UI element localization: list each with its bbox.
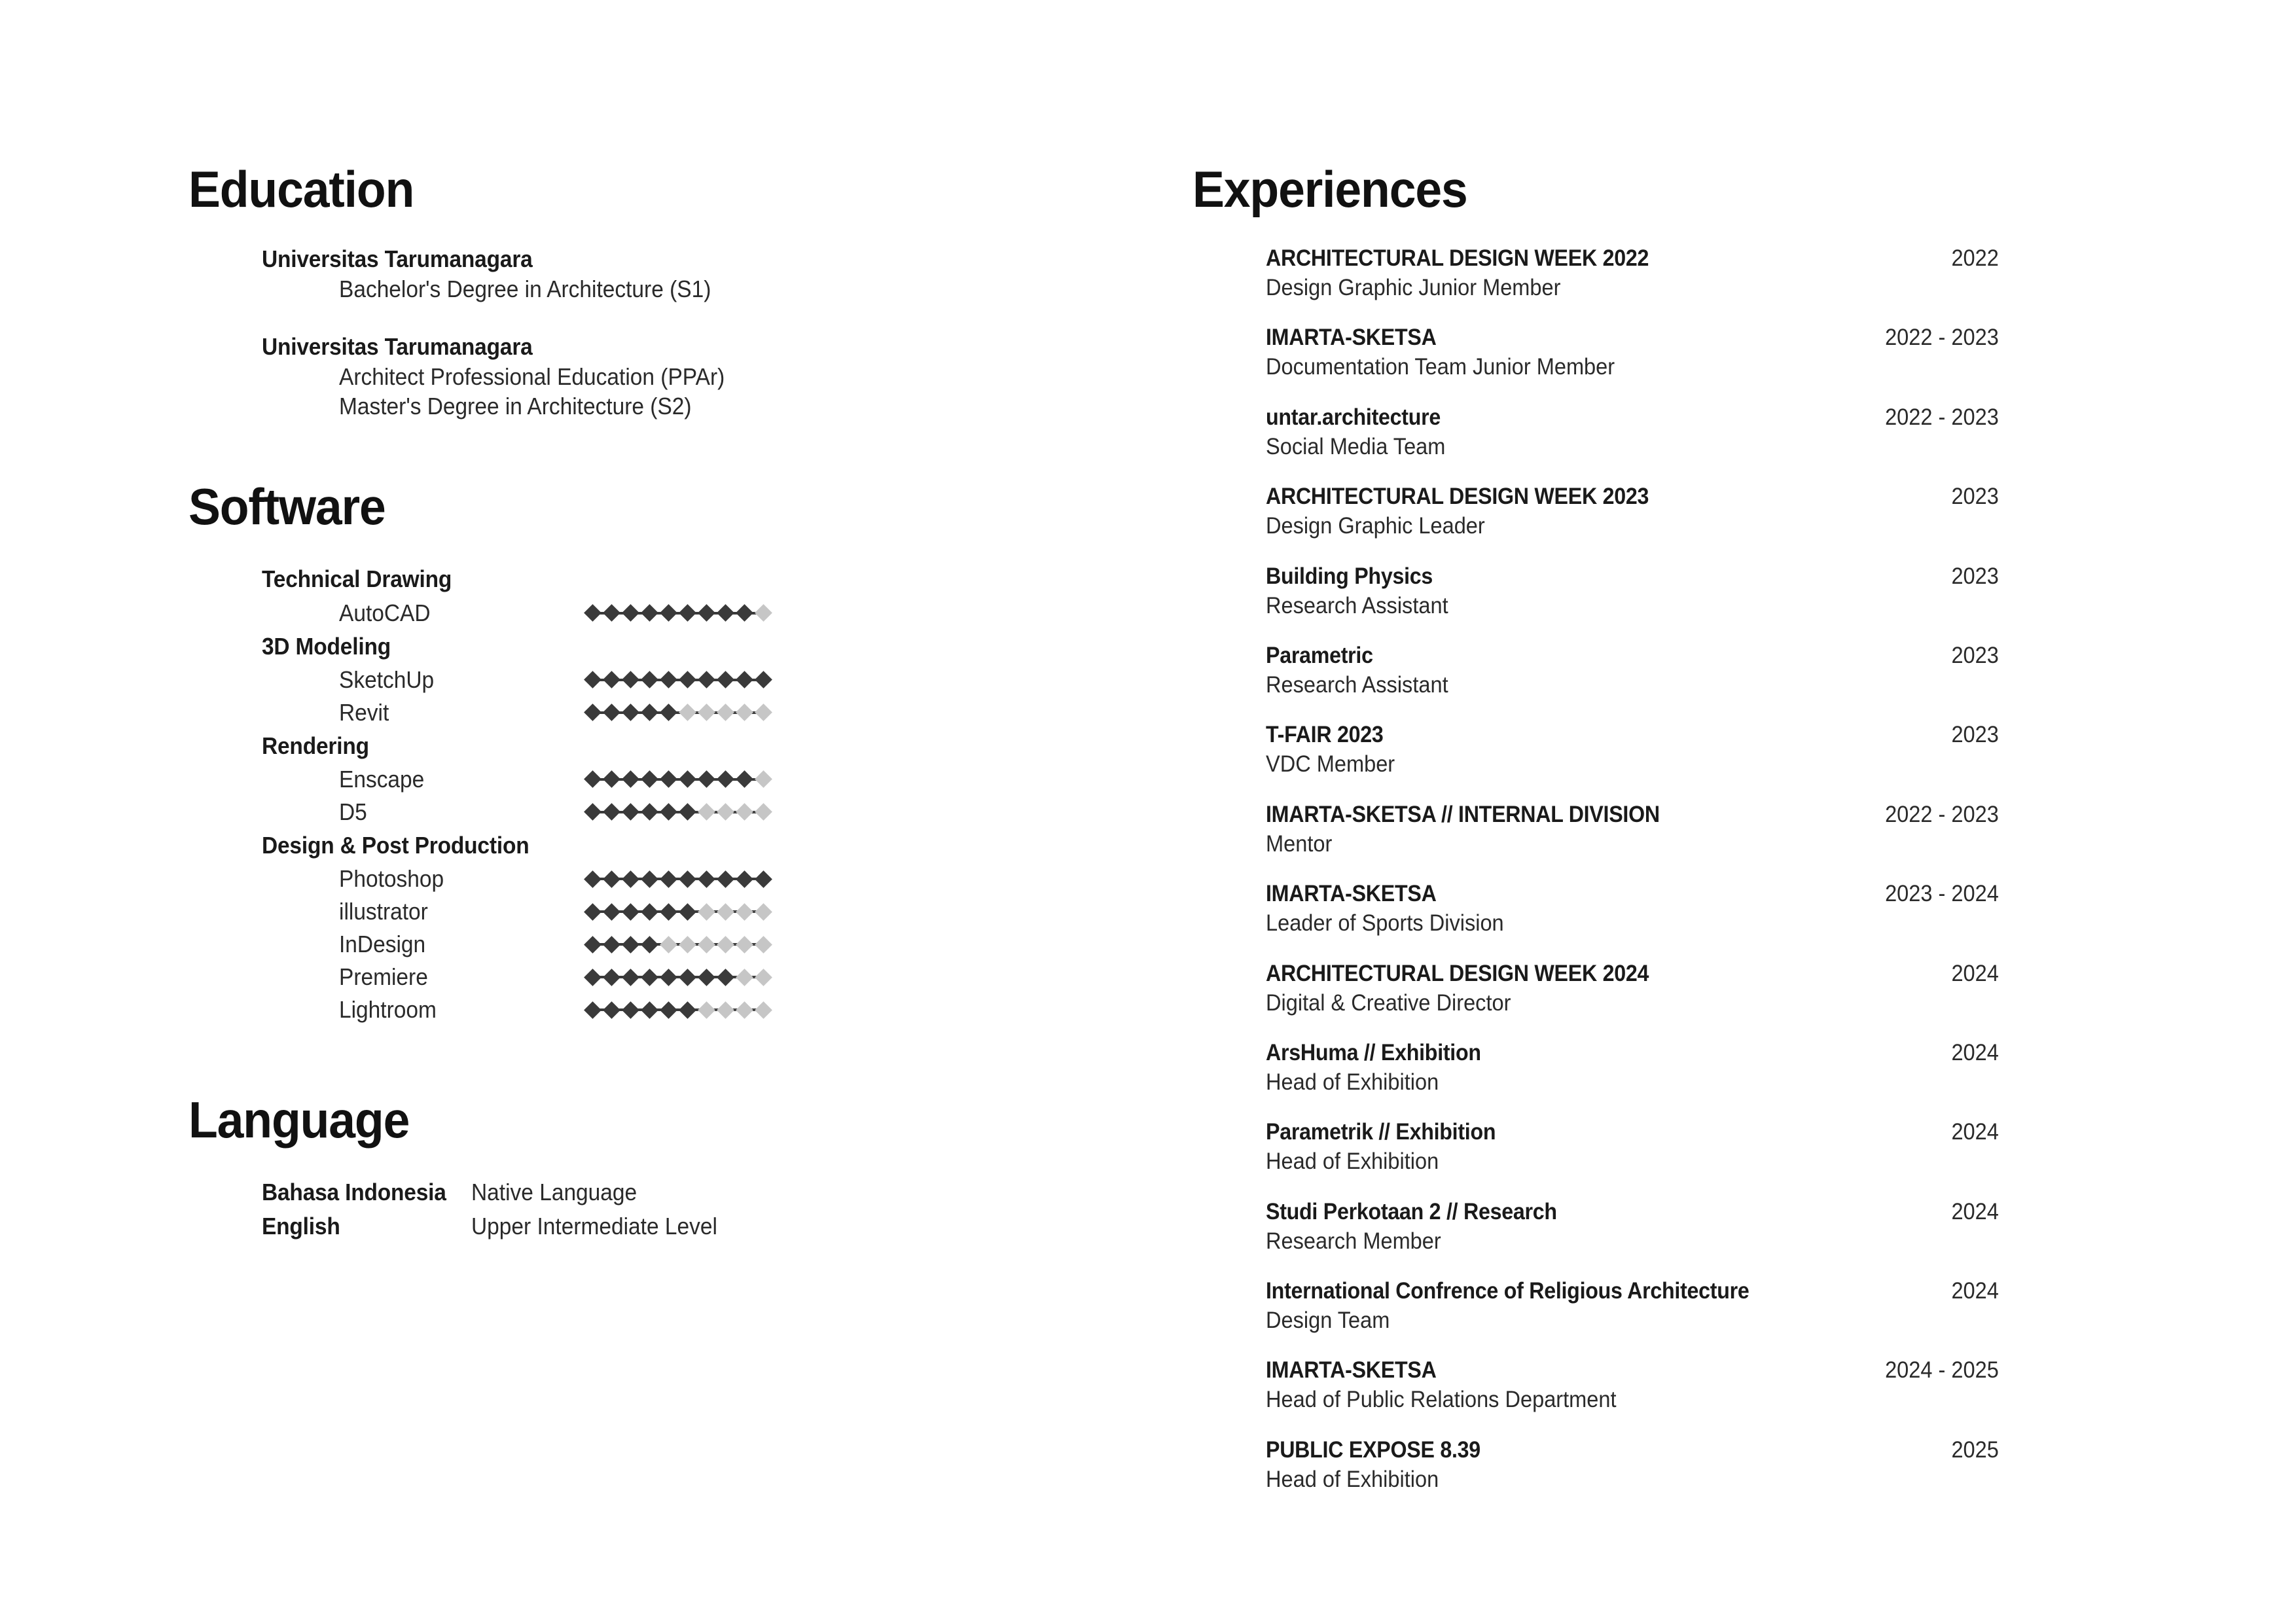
rating-diamond-empty [679, 704, 696, 721]
rating-diamond-empty [736, 803, 753, 821]
language-name: English [262, 1213, 340, 1240]
rating-diamond-filled [603, 803, 620, 821]
rating-diamond-empty [755, 903, 772, 921]
experience-year: 2023 - 2024 [1885, 881, 1999, 907]
software-list [262, 562, 1092, 1026]
experience-year: 2022 [1951, 245, 1999, 271]
rating-diamond-empty [736, 1001, 753, 1019]
rating-diamond-filled [698, 969, 715, 986]
software-section [188, 478, 1092, 1026]
skill-rating-meter [586, 938, 770, 951]
rating-diamond-filled [584, 969, 601, 986]
rating-diamond-filled [622, 671, 639, 688]
experience-item [1266, 642, 1999, 699]
skill-rating-meter [586, 873, 770, 885]
experience-header [1266, 245, 1999, 272]
rating-diamond-filled [717, 870, 734, 888]
rating-diamond-filled [584, 604, 601, 622]
experience-item [1266, 563, 1999, 620]
experience-organization: PUBLIC EXPOSE 8.39 [1266, 1436, 1480, 1463]
software-group-label: Rendering [262, 732, 369, 759]
rating-diamond-empty [736, 704, 753, 721]
rating-diamond-filled [717, 969, 734, 986]
language-row [262, 1209, 1092, 1243]
rating-diamond-empty [698, 903, 715, 921]
software-group-label: Technical Drawing [262, 565, 452, 593]
rating-diamond-filled [660, 903, 677, 921]
education-item [262, 332, 1092, 421]
rating-diamond-filled [603, 936, 620, 954]
experience-year: 2024 [1951, 1198, 1999, 1224]
experience-header [1266, 1357, 1999, 1384]
skill-rating-meter [586, 706, 770, 719]
language-level: Upper Intermediate Level [471, 1213, 717, 1240]
software-skill-row [262, 763, 1092, 796]
rating-diamond-empty [736, 903, 753, 921]
education-school: Universitas Tarumanagara [262, 245, 533, 272]
rating-diamond-filled [641, 936, 658, 954]
experience-item [1266, 1039, 1999, 1096]
experience-organization: IMARTA-SKETSA [1266, 1357, 1437, 1383]
skill-rating-meter [586, 773, 770, 785]
software-skill-name: Lightroom [339, 996, 437, 1024]
education-list [262, 245, 1092, 421]
software-heading: Software [188, 478, 386, 536]
experience-header [1266, 721, 1999, 749]
rating-diamond-filled [603, 903, 620, 921]
experience-header [1266, 324, 1999, 351]
experience-header [1266, 483, 1999, 510]
software-skill-row [262, 993, 1092, 1026]
education-degree: Master's Degree in Architecture (S2) [339, 392, 692, 419]
software-group-label: 3D Modeling [262, 632, 391, 660]
rating-diamond-filled [622, 770, 639, 788]
experience-role: Research Member [1266, 1228, 1441, 1254]
experience-year: 2024 - 2025 [1885, 1357, 1999, 1383]
experience-organization: untar.architecture [1266, 404, 1441, 430]
rating-diamond-filled [679, 671, 696, 688]
experience-organization: IMARTA-SKETSA [1266, 325, 1437, 351]
experience-organization: ARCHITECTURAL DESIGN WEEK 2023 [1266, 484, 1649, 510]
rating-diamond-empty [755, 803, 772, 821]
experience-header [1266, 1198, 1999, 1226]
rating-diamond-filled [584, 870, 601, 888]
software-skill-name: SketchUp [339, 666, 435, 693]
software-skill-row [262, 895, 1092, 928]
rating-diamond-filled [679, 1001, 696, 1019]
rating-diamond-empty [736, 936, 753, 954]
experience-role: VDC Member [1266, 751, 1395, 777]
language-heading: Language [188, 1091, 410, 1149]
experience-year: 2024 [1951, 960, 1999, 986]
experience-header [1266, 1039, 1999, 1067]
experience-role: Documentation Team Junior Member [1266, 354, 1615, 380]
rating-diamond-filled [584, 803, 601, 821]
rating-diamond-filled [622, 1001, 639, 1019]
experience-organization: T-FAIR 2023 [1266, 722, 1384, 748]
experience-item [1266, 880, 1999, 937]
rating-diamond-empty [698, 803, 715, 821]
experience-role: Head of Exhibition [1266, 1466, 1439, 1492]
software-skill-row [262, 796, 1092, 829]
rating-diamond-filled [603, 969, 620, 986]
experience-year: 2024 [1951, 1278, 1999, 1304]
rating-diamond-filled [660, 969, 677, 986]
rating-diamond-empty [755, 770, 772, 788]
rating-diamond-filled [641, 903, 658, 921]
rating-diamond-empty [717, 903, 734, 921]
rating-diamond-filled [584, 936, 601, 954]
experience-organization: International Confrence of Religious Architecture [1266, 1278, 1749, 1304]
experience-year: 2024 [1951, 1039, 1999, 1065]
experience-role: Design Team [1266, 1308, 1390, 1334]
rating-diamond-filled [736, 604, 753, 622]
language-row [262, 1175, 1092, 1209]
experience-item [1266, 1198, 1999, 1255]
rating-diamond-filled [679, 903, 696, 921]
rating-diamond-filled [660, 1001, 677, 1019]
rating-diamond-empty [755, 969, 772, 986]
rating-diamond-empty [698, 1001, 715, 1019]
experience-item [1266, 960, 1999, 1017]
software-skill-name: D5 [339, 798, 367, 825]
experience-role: Digital & Creative Director [1266, 990, 1511, 1016]
rating-diamond-filled [584, 770, 601, 788]
experience-item [1266, 324, 1999, 381]
experience-header [1266, 1436, 1999, 1464]
rating-diamond-filled [660, 803, 677, 821]
experience-header [1266, 801, 1999, 829]
rating-diamond-empty [717, 704, 734, 721]
rating-diamond-filled [679, 770, 696, 788]
skill-rating-meter [586, 607, 770, 619]
rating-diamond-filled [679, 604, 696, 622]
rating-diamond-filled [603, 870, 620, 888]
experience-organization: ARCHITECTURAL DESIGN WEEK 2022 [1266, 245, 1649, 271]
experience-role: Research Assistant [1266, 671, 1448, 698]
rating-diamond-filled [641, 704, 658, 721]
experience-year: 2024 [1951, 1119, 1999, 1145]
software-skill-row [262, 863, 1092, 895]
rating-diamond-filled [717, 604, 734, 622]
software-skill-name: Photoshop [339, 865, 444, 893]
language-name: Bahasa Indonesia [262, 1179, 446, 1206]
rating-diamond-filled [641, 870, 658, 888]
rating-diamond-filled [698, 870, 715, 888]
software-skill-name: Revit [339, 698, 389, 726]
experience-role: Social Media Team [1266, 433, 1446, 459]
rating-diamond-filled [679, 969, 696, 986]
rating-diamond-filled [641, 604, 658, 622]
experience-item [1266, 1357, 1999, 1414]
experience-header [1266, 404, 1999, 431]
rating-diamond-filled [641, 803, 658, 821]
rating-diamond-filled [641, 770, 658, 788]
experience-role: Design Graphic Junior Member [1266, 275, 1561, 300]
experience-item [1266, 1436, 1999, 1493]
rating-diamond-filled [603, 1001, 620, 1019]
software-skill-name: Enscape [339, 765, 425, 793]
software-skill-row [262, 597, 1092, 630]
experience-year: 2025 [1951, 1436, 1999, 1463]
experience-organization: IMARTA-SKETSA [1266, 881, 1437, 907]
experience-role: Head of Exhibition [1266, 1149, 1439, 1175]
rating-diamond-filled [736, 671, 753, 688]
skill-rating-meter [586, 806, 770, 818]
rating-diamond-filled [660, 870, 677, 888]
rating-diamond-empty [717, 936, 734, 954]
experiences-list [1266, 245, 1999, 1493]
rating-diamond-filled [622, 969, 639, 986]
experiences-heading: Experiences [1193, 160, 1467, 218]
education-school: Universitas Tarumanagara [262, 332, 533, 360]
software-skill-name: Premiere [339, 963, 428, 991]
rating-diamond-filled [603, 770, 620, 788]
rating-diamond-filled [641, 671, 658, 688]
left-column [188, 160, 1092, 1243]
software-skill-row [262, 664, 1092, 696]
experience-header [1266, 563, 1999, 590]
rating-diamond-filled [660, 671, 677, 688]
experience-header [1266, 880, 1999, 908]
skill-rating-meter [586, 906, 770, 918]
language-level: Native Language [471, 1179, 637, 1206]
rating-diamond-filled [698, 604, 715, 622]
rating-diamond-filled [622, 803, 639, 821]
rating-diamond-filled [622, 936, 639, 954]
experience-year: 2023 [1951, 484, 1999, 510]
rating-diamond-filled [736, 770, 753, 788]
rating-diamond-filled [584, 1001, 601, 1019]
experience-role: Head of Public Relations Department [1266, 1387, 1617, 1413]
rating-diamond-filled [717, 671, 734, 688]
experience-header [1266, 1277, 1999, 1305]
experience-item [1266, 404, 1999, 461]
rating-diamond-filled [717, 770, 734, 788]
experience-role: Design Graphic Leader [1266, 513, 1485, 539]
rating-diamond-filled [679, 870, 696, 888]
rating-diamond-empty [755, 704, 772, 721]
rating-diamond-filled [622, 903, 639, 921]
rating-diamond-filled [736, 870, 753, 888]
education-item [262, 245, 1092, 304]
experience-header [1266, 642, 1999, 669]
software-skill-row [262, 696, 1092, 729]
rating-diamond-filled [641, 969, 658, 986]
skill-rating-meter [586, 1004, 770, 1016]
experience-item [1266, 245, 1999, 302]
software-skill-name: AutoCAD [339, 599, 431, 626]
rating-diamond-empty [698, 936, 715, 954]
experience-header [1266, 1118, 1999, 1146]
experience-organization: Parametrik // Exhibition [1266, 1119, 1496, 1145]
rating-diamond-filled [622, 604, 639, 622]
rating-diamond-filled [679, 803, 696, 821]
experience-organization: Building Physics [1266, 563, 1433, 589]
experience-role: Mentor [1266, 830, 1333, 857]
rating-diamond-empty [717, 803, 734, 821]
experience-organization: Parametric [1266, 642, 1373, 668]
rating-diamond-empty [679, 936, 696, 954]
experience-item [1266, 1277, 1999, 1334]
software-skill-name: illustrator [339, 898, 428, 925]
rating-diamond-empty [755, 1001, 772, 1019]
experience-year: 2023 [1951, 563, 1999, 589]
rating-diamond-filled [584, 903, 601, 921]
experience-year: 2022 - 2023 [1885, 801, 1999, 827]
experience-role: Head of Exhibition [1266, 1069, 1439, 1095]
language-list [262, 1175, 1092, 1243]
experiences-section [1193, 160, 2004, 1493]
rating-diamond-filled [603, 604, 620, 622]
education-degree: Architect Professional Education (PPAr) [339, 363, 725, 390]
skill-rating-meter [586, 971, 770, 984]
experience-organization: ArsHuma // Exhibition [1266, 1039, 1481, 1065]
rating-diamond-filled [584, 704, 601, 721]
rating-diamond-filled [660, 604, 677, 622]
experience-organization: IMARTA-SKETSA // INTERNAL DIVISION [1266, 801, 1660, 827]
rating-diamond-empty [717, 1001, 734, 1019]
rating-diamond-filled [755, 671, 772, 688]
education-section [188, 160, 1092, 421]
rating-diamond-filled [622, 704, 639, 721]
experience-role: Research Assistant [1266, 592, 1448, 618]
software-skill-row [262, 961, 1092, 993]
rating-diamond-filled [584, 671, 601, 688]
experience-item [1266, 801, 1999, 858]
rating-diamond-empty [755, 604, 772, 622]
education-heading: Education [188, 160, 414, 218]
rating-diamond-filled [698, 770, 715, 788]
rating-diamond-empty [660, 936, 677, 954]
software-skill-name: InDesign [339, 931, 426, 958]
experience-organization: Studi Perkotaan 2 // Research [1266, 1198, 1557, 1224]
rating-diamond-filled [603, 671, 620, 688]
rating-diamond-empty [698, 704, 715, 721]
experience-organization: ARCHITECTURAL DESIGN WEEK 2024 [1266, 960, 1649, 986]
software-group-label: Design & Post Production [262, 831, 529, 859]
experience-year: 2022 - 2023 [1885, 325, 1999, 351]
experience-year: 2023 [1951, 642, 1999, 668]
rating-diamond-filled [622, 870, 639, 888]
rating-diamond-filled [755, 870, 772, 888]
skill-rating-meter [586, 673, 770, 686]
rating-diamond-filled [660, 770, 677, 788]
experience-item [1266, 1118, 1999, 1175]
software-skill-row [262, 928, 1092, 961]
rating-diamond-empty [736, 969, 753, 986]
education-degree: Bachelor's Degree in Architecture (S1) [339, 275, 711, 302]
experience-header [1266, 960, 1999, 988]
language-section [188, 1091, 1092, 1243]
experience-role: Leader of Sports Division [1266, 910, 1504, 936]
rating-diamond-filled [698, 671, 715, 688]
experience-year: 2022 - 2023 [1885, 404, 1999, 430]
experience-year: 2023 [1951, 722, 1999, 748]
experience-item [1266, 721, 1999, 778]
experience-item [1266, 483, 1999, 540]
rating-diamond-filled [660, 704, 677, 721]
rating-diamond-empty [755, 936, 772, 954]
rating-diamond-filled [603, 704, 620, 721]
right-column [1193, 160, 2004, 1493]
rating-diamond-filled [641, 1001, 658, 1019]
